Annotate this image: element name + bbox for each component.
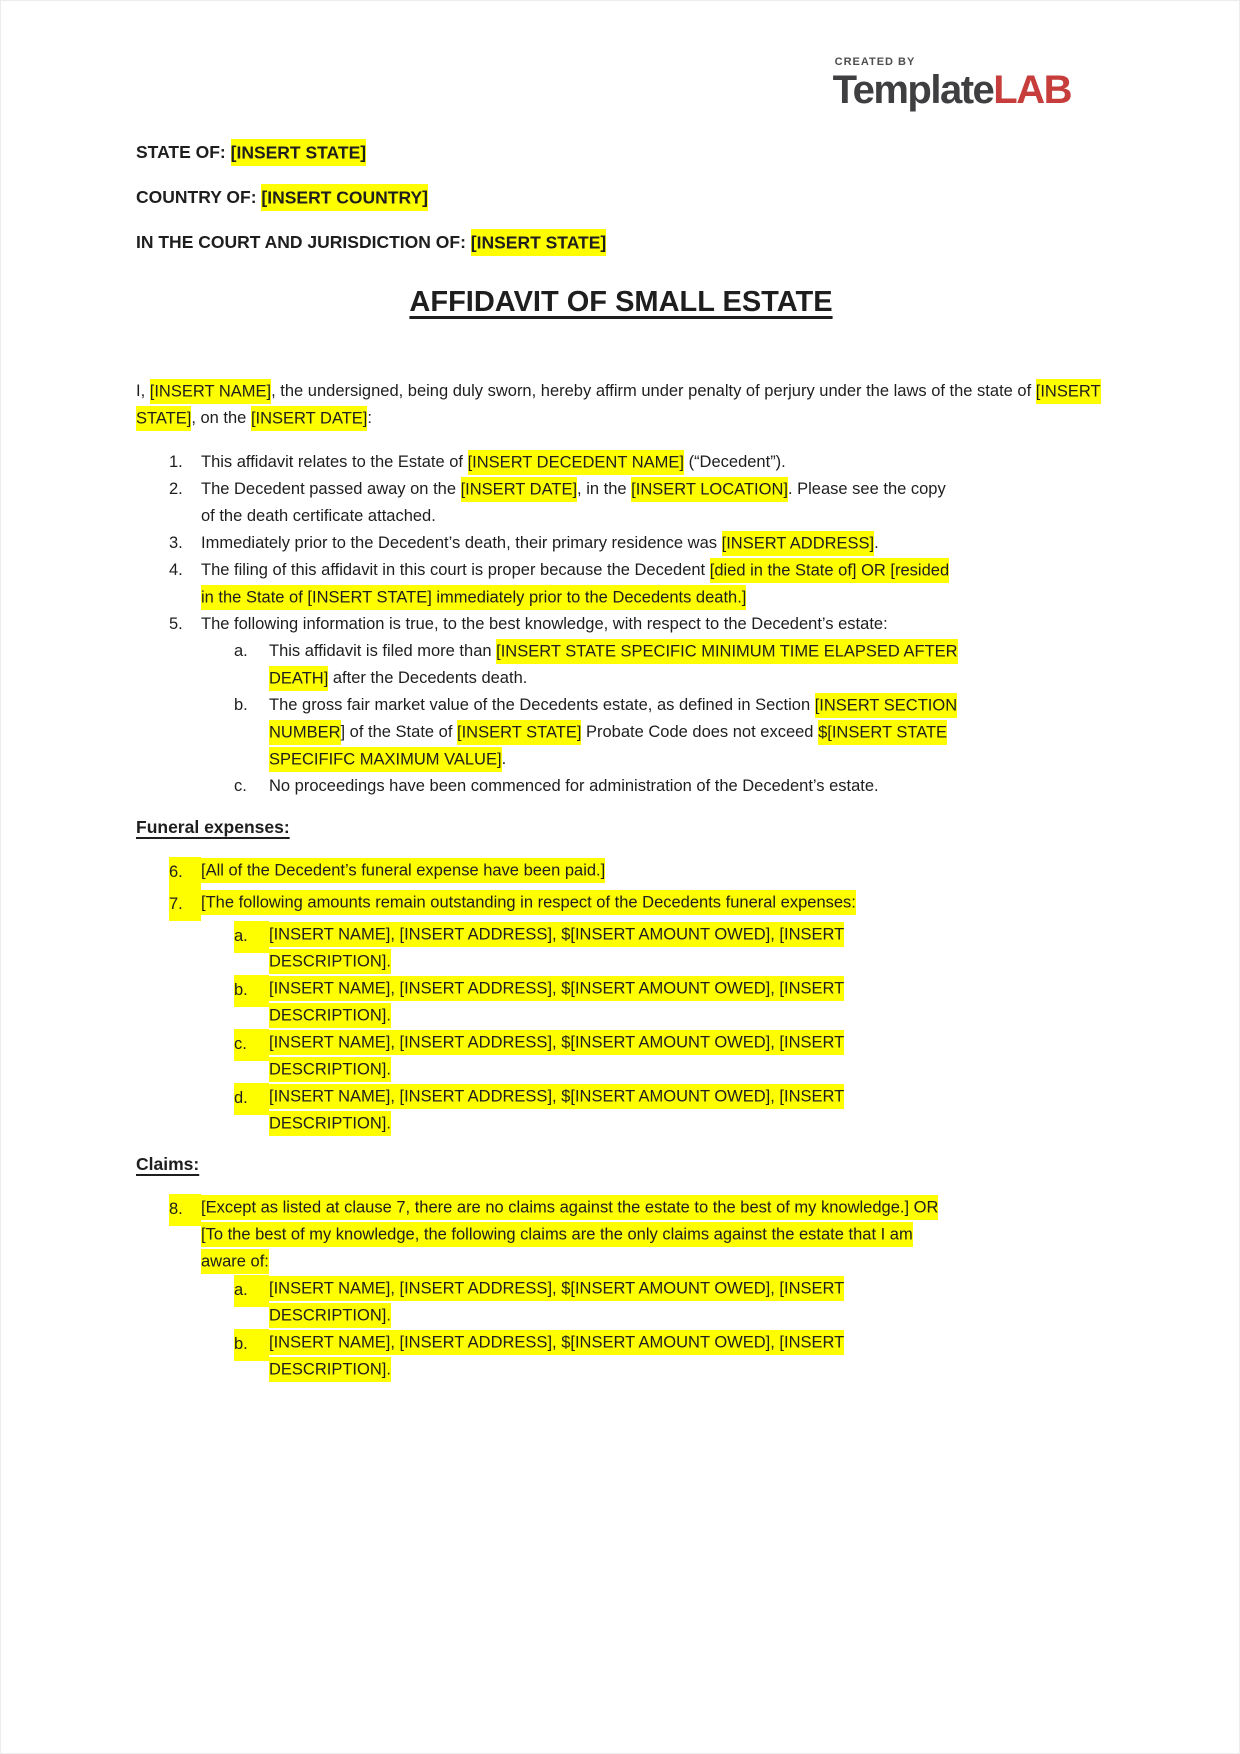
list-item-5c-text: No proceedings have been commenced for administration of the Decedent’s estate. — [269, 777, 879, 795]
list-item-5a-text: This affidavit is filed more than [INSERT STATE SPECIFIC MINIMUM TIME ELAPSED AFTER DEATH] after the Decedents death. — [269, 638, 961, 692]
list-item-8a — [136, 1275, 961, 1329]
list-item-6-text: [All of the Decedent’s funeral expense have been paid.] — [201, 857, 961, 889]
list-item-7d — [136, 1083, 961, 1137]
list-item-3-text: Immediately prior to the Decedent’s death, their primary residence was [INSERT ADDRESS]. — [201, 530, 961, 557]
list-item-8 — [136, 1194, 961, 1275]
list-item-1 — [136, 449, 961, 476]
funeral-expenses-heading: Funeral expenses: — [136, 817, 290, 837]
list-item-7a — [136, 921, 961, 975]
list-item-3 — [136, 530, 961, 557]
list-item-7c — [136, 1029, 961, 1083]
state-of-line: STATE OF: [INSERT STATE] — [136, 139, 1106, 166]
logo-brand-lab: LAB — [993, 68, 1071, 112]
list-item-7d-marker: d. — [234, 1083, 269, 1137]
list-item-1-text: This affidavit relates to the Estate of [INSERT DECEDENT NAME] (“Decedent”). — [201, 449, 961, 476]
claims-heading: Claims: — [136, 1154, 200, 1174]
list-item-5c-marker: c. — [234, 777, 247, 795]
claims-list — [136, 1194, 1106, 1383]
document-content — [136, 139, 1106, 1397]
list-item-4-marker: 4. — [169, 561, 183, 579]
court-jurisdiction-line: IN THE COURT AND JURISDICTION OF: [INSERT STATE] — [136, 229, 1106, 256]
templatelab-logo — [833, 57, 1071, 110]
list-item-8b-marker: b. — [234, 1329, 269, 1383]
list-item-5b — [136, 692, 961, 773]
list-item-8a-text: [INSERT NAME], [INSERT ADDRESS], $[INSERT AMOUNT OWED], [INSERT DESCRIPTION]. — [269, 1275, 961, 1329]
list-item-5 — [136, 611, 961, 638]
list-item-5b-text: The gross fair market value of the Decedents estate, as defined in Section [INSERT SECTION NUMBER] of the State of [INSERT STATE] Probate Code does not exceed $[INSERT STATE SPECIFIFC MAXIMUM VALUE]. — [269, 692, 961, 773]
list-item-6-marker: 6. — [169, 857, 201, 889]
list-item-7b — [136, 975, 961, 1029]
list-item-8-text: [Except as listed at clause 7, there are no claims against the estate to the best of my knowledge.] OR [To the best of my knowledge, the following claims are the only claims against the estate that I am aware of: — [201, 1194, 961, 1275]
logo-brand-template: Template — [832, 68, 994, 112]
list-item-5a — [136, 638, 961, 692]
list-item-7b-marker: b. — [234, 975, 269, 1029]
list-item-8b — [136, 1329, 961, 1383]
list-item-2 — [136, 476, 961, 530]
list-item-7c-marker: c. — [234, 1029, 269, 1083]
list-item-7a-text: [INSERT NAME], [INSERT ADDRESS], $[INSERT AMOUNT OWED], [INSERT DESCRIPTION]. — [269, 921, 961, 975]
funeral-expenses-list — [136, 857, 1106, 1137]
list-item-7a-marker: a. — [234, 921, 269, 975]
list-item-2-text: The Decedent passed away on the [INSERT DATE], in the [INSERT LOCATION]. Please see the copy of the death certificate attached. — [201, 476, 961, 530]
list-item-5a-marker: a. — [234, 642, 248, 660]
list-item-5-marker: 5. — [169, 615, 183, 633]
list-item-1-marker: 1. — [169, 453, 183, 471]
list-item-7 — [136, 889, 961, 921]
logo-created-by-text: CREATED BY — [834, 56, 916, 68]
country-of-line: COUNTRY OF: [INSERT COUNTRY] — [136, 184, 1106, 211]
list-item-8a-marker: a. — [234, 1275, 269, 1329]
intro-paragraph: I, [INSERT NAME], the undersigned, being duly sworn, hereby affirm under penalty of perjury under the laws of the state of [INSERT STATE], on the [INSERT DATE]: — [136, 378, 1106, 432]
list-item-7d-text: [INSERT NAME], [INSERT ADDRESS], $[INSERT AMOUNT OWED], [INSERT DESCRIPTION]. — [269, 1083, 961, 1137]
list-item-4 — [136, 557, 961, 611]
list-item-5c — [136, 773, 961, 800]
list-item-8b-text: [INSERT NAME], [INSERT ADDRESS], $[INSERT AMOUNT OWED], [INSERT DESCRIPTION]. — [269, 1329, 961, 1383]
list-item-5b-marker: b. — [234, 696, 248, 714]
list-item-5-text: The following information is true, to the best knowledge, with respect to the Decedent’s estate: — [201, 615, 888, 633]
list-item-6 — [136, 857, 961, 889]
list-item-7-marker: 7. — [169, 889, 201, 921]
document-title: AFFIDAVIT OF SMALL ESTATE — [409, 286, 833, 318]
list-item-7-text: [The following amounts remain outstanding in respect of the Decedents funeral expenses: — [201, 889, 961, 921]
affidavit-clauses-list — [136, 449, 1106, 800]
list-item-7b-text: [INSERT NAME], [INSERT ADDRESS], $[INSERT AMOUNT OWED], [INSERT DESCRIPTION]. — [269, 975, 961, 1029]
list-item-4-text: The filing of this affidavit in this court is proper because the Decedent [died in the State of] OR [resided in the State of [INSERT STATE] immediately prior to the Decedents death.] — [201, 557, 961, 611]
list-item-7c-text: [INSERT NAME], [INSERT ADDRESS], $[INSERT AMOUNT OWED], [INSERT DESCRIPTION]. — [269, 1029, 961, 1083]
list-item-3-marker: 3. — [169, 534, 183, 552]
list-item-2-marker: 2. — [169, 480, 183, 498]
logo-brand-text — [833, 70, 1071, 110]
list-item-8-marker: 8. — [169, 1194, 201, 1275]
